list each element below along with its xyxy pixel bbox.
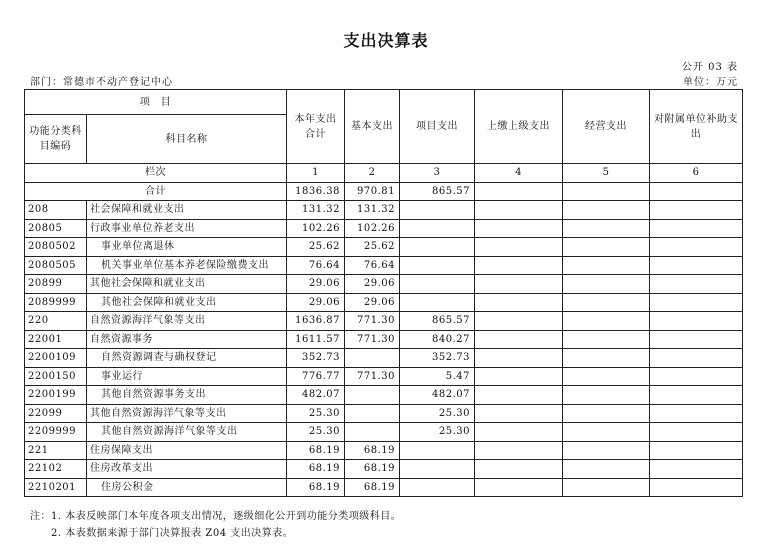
empty-cell: [475, 404, 563, 423]
row-project: [400, 441, 475, 460]
row-total: 102.26: [287, 219, 345, 238]
empty-cell: [650, 219, 743, 238]
row-project: 25.30: [400, 404, 475, 423]
row-total: 68.19: [287, 478, 345, 497]
empty-cell: [650, 238, 743, 257]
empty-cell: [650, 441, 743, 460]
row-total: 25.62: [287, 238, 345, 257]
report-title: 支出决算表: [343, 31, 429, 50]
empty-cell: [475, 386, 563, 405]
row-basic: 68.19: [345, 441, 400, 460]
row-code: 2200199: [25, 386, 87, 405]
empty-cell: [475, 460, 563, 479]
row-name: 行政事业单位养老支出: [87, 219, 287, 238]
row-project: [400, 219, 475, 238]
row-name: 自然资源事务: [87, 330, 287, 349]
unit-label: 单位：万元: [683, 77, 738, 88]
row-name: 自然资源调查与确权登记: [87, 349, 287, 368]
row-project: 352.73: [400, 349, 475, 368]
col-num: 5: [563, 164, 650, 183]
row-total: 76.64: [287, 256, 345, 275]
empty-cell: [650, 256, 743, 275]
row-basic: 29.06: [345, 293, 400, 312]
row-total: 131.32: [287, 201, 345, 220]
row-name: 其他社会保障和就业支出: [87, 293, 287, 312]
table-row: [25, 201, 743, 220]
col-num: 3: [400, 164, 475, 183]
header-total: 本年支出合计: [287, 90, 345, 164]
row-total: 68.19: [287, 441, 345, 460]
empty-cell: [563, 275, 650, 294]
empty-cell: [650, 367, 743, 386]
empty-cell: [475, 423, 563, 442]
header-project: 项 目: [25, 90, 287, 115]
row-total: 25.30: [287, 404, 345, 423]
row-code: 22001: [25, 330, 87, 349]
row-code: 20899: [25, 275, 87, 294]
empty-cell: [650, 312, 743, 331]
row-total: 1611.57: [287, 330, 345, 349]
empty-cell: [475, 478, 563, 497]
empty-cell: [563, 238, 650, 257]
row-name: 事业运行: [87, 367, 287, 386]
row-basic: 771.30: [345, 330, 400, 349]
table-row: [25, 275, 743, 294]
total-label: 合计: [25, 182, 287, 201]
row-total: 29.06: [287, 275, 345, 294]
row-project: [400, 460, 475, 479]
row-basic: 25.62: [345, 238, 400, 257]
row-project: 865.57: [400, 312, 475, 331]
row-total: 776.77: [287, 367, 345, 386]
row-project: 482.07: [400, 386, 475, 405]
header-subject-name: 科目名称: [87, 115, 287, 164]
row-name: 事业单位离退休: [87, 238, 287, 257]
empty-cell: [563, 256, 650, 275]
empty-cell: [650, 293, 743, 312]
footnotes: [30, 508, 401, 542]
row-project: [400, 478, 475, 497]
empty-cell: [475, 367, 563, 386]
table-row: [25, 386, 743, 405]
row-basic: [345, 349, 400, 368]
header-business: 经营支出: [563, 90, 650, 164]
expenditure-table: [24, 89, 743, 497]
row-code: 2200150: [25, 367, 87, 386]
empty-cell: [475, 293, 563, 312]
empty-cell: [563, 182, 650, 201]
row-total: 68.19: [287, 460, 345, 479]
row-name: 住房公积金: [87, 478, 287, 497]
empty-cell: [650, 386, 743, 405]
table-row: [25, 460, 743, 479]
row-code: 220: [25, 312, 87, 331]
col-num: 1: [287, 164, 345, 183]
empty-cell: [475, 201, 563, 220]
row-name: 其他自然资源海洋气象等支出: [87, 404, 287, 423]
row-project: 5.47: [400, 367, 475, 386]
table-row: [25, 367, 743, 386]
footnote: 2. 本表数据来源于部门决算报表 Z04 支出决算表。: [51, 528, 294, 539]
row-basic: 771.30: [345, 367, 400, 386]
col-num: 2: [345, 164, 400, 183]
row-project: [400, 275, 475, 294]
total-project: 865.57: [400, 182, 475, 201]
row-code: 208: [25, 201, 87, 220]
row-name: 社会保障和就业支出: [87, 201, 287, 220]
row-code: 2089999: [25, 293, 87, 312]
row-name: 自然资源海洋气象等支出: [87, 312, 287, 331]
row-basic: [345, 423, 400, 442]
header-basic: 基本支出: [345, 90, 400, 164]
empty-cell: [475, 312, 563, 331]
empty-cell: [650, 423, 743, 442]
form-number: 公开 03 表: [681, 62, 738, 73]
empty-cell: [563, 219, 650, 238]
empty-cell: [650, 404, 743, 423]
row-code: 2200109: [25, 349, 87, 368]
row-name: 住房保障支出: [87, 441, 287, 460]
empty-cell: [563, 386, 650, 405]
table-row: [25, 349, 743, 368]
empty-cell: [650, 478, 743, 497]
header-subsidy: 对附属单位补助支出: [650, 90, 743, 164]
row-code: 2080505: [25, 256, 87, 275]
table-row: [25, 256, 743, 275]
row-code: 22099: [25, 404, 87, 423]
empty-cell: [563, 312, 650, 331]
row-name: 其他自然资源事务支出: [87, 386, 287, 405]
empty-cell: [475, 219, 563, 238]
empty-cell: [650, 349, 743, 368]
empty-cell: [650, 182, 743, 201]
row-total: 352.73: [287, 349, 345, 368]
empty-cell: [563, 293, 650, 312]
row-code: 20805: [25, 219, 87, 238]
col-num: 6: [650, 164, 743, 183]
header-project-expenditure: 项目支出: [400, 90, 475, 164]
row-total: 29.06: [287, 293, 345, 312]
empty-cell: [563, 460, 650, 479]
row-name: 其他自然资源海洋气象等支出: [87, 423, 287, 442]
footnote: 注：1. 本表反映部门本年度各项支出情况，逐级细化公开到功能分类项级科目。: [30, 511, 402, 522]
col-num: 4: [475, 164, 563, 183]
table-row: [25, 330, 743, 349]
row-basic: 771.30: [345, 312, 400, 331]
empty-cell: [475, 182, 563, 201]
table-row: [25, 404, 743, 423]
row-total: 25.30: [287, 423, 345, 442]
table-row: [25, 478, 743, 497]
header-upper: 上缴上级支出: [475, 90, 563, 164]
empty-cell: [475, 256, 563, 275]
department-label: 部门：常德市不动产登记中心: [30, 77, 173, 88]
table-row: [25, 312, 743, 331]
row-code: 2080502: [25, 238, 87, 257]
total-basic: 970.81: [345, 182, 400, 201]
empty-cell: [650, 275, 743, 294]
table-body: [25, 201, 743, 497]
table-row: [25, 423, 743, 442]
row-name: 机关事业单位基本养老保险缴费支出: [87, 256, 287, 275]
row-total: 482.07: [287, 386, 345, 405]
row-basic: 68.19: [345, 478, 400, 497]
empty-cell: [563, 349, 650, 368]
row-basic: [345, 404, 400, 423]
row-code: 2210201: [25, 478, 87, 497]
empty-cell: [563, 201, 650, 220]
row-basic: 102.26: [345, 219, 400, 238]
row-project: 840.27: [400, 330, 475, 349]
row-code: 221: [25, 441, 87, 460]
table-row: [25, 238, 743, 257]
empty-cell: [563, 441, 650, 460]
empty-cell: [650, 201, 743, 220]
row-name: 住房改革支出: [87, 460, 287, 479]
row-basic: 68.19: [345, 460, 400, 479]
empty-cell: [563, 330, 650, 349]
row-project: [400, 201, 475, 220]
empty-cell: [475, 238, 563, 257]
row-total: 1636.87: [287, 312, 345, 331]
row-basic: [345, 386, 400, 405]
row-project: [400, 256, 475, 275]
empty-cell: [650, 460, 743, 479]
empty-cell: [475, 275, 563, 294]
row-project: [400, 238, 475, 257]
empty-cell: [475, 349, 563, 368]
total-amount: 1836.38: [287, 182, 345, 201]
empty-cell: [563, 423, 650, 442]
row-code: 22102: [25, 460, 87, 479]
row-basic: 131.32: [345, 201, 400, 220]
table-row: [25, 441, 743, 460]
row-code: 2209999: [25, 423, 87, 442]
table-row: [25, 293, 743, 312]
table-row: [25, 219, 743, 238]
empty-cell: [650, 330, 743, 349]
row-project: [400, 293, 475, 312]
empty-cell: [563, 478, 650, 497]
row-basic: 76.64: [345, 256, 400, 275]
row-basic: 29.06: [345, 275, 400, 294]
empty-cell: [563, 404, 650, 423]
empty-cell: [475, 441, 563, 460]
empty-cell: [475, 330, 563, 349]
column-label: 栏次: [25, 164, 287, 183]
row-project: 25.30: [400, 423, 475, 442]
empty-cell: [563, 367, 650, 386]
header-func-code: 功能分类科目编码: [25, 115, 87, 164]
row-name: 其他社会保障和就业支出: [87, 275, 287, 294]
